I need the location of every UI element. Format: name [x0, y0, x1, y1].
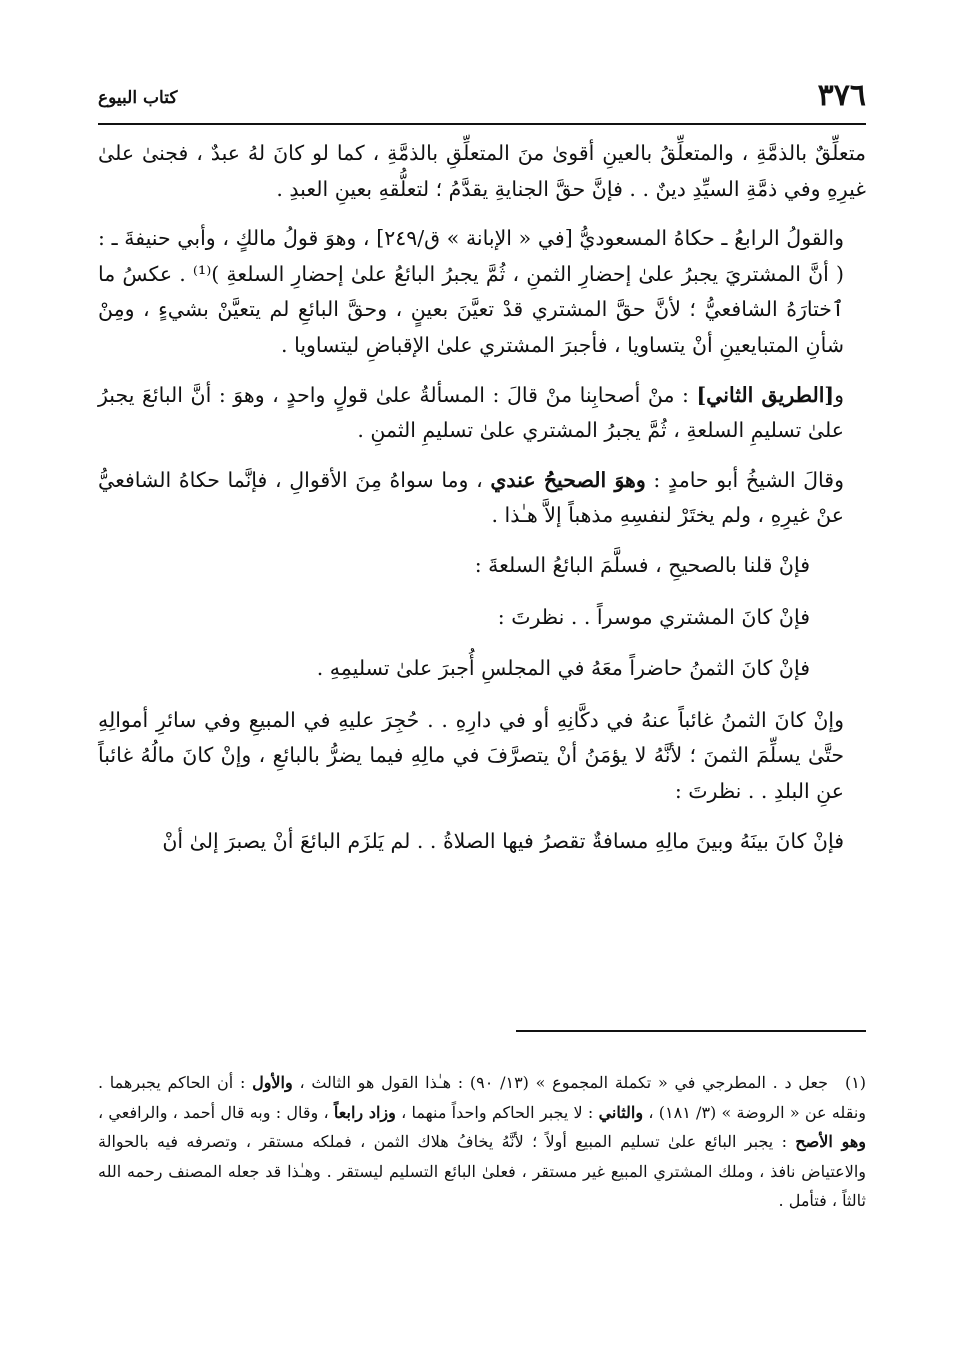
footnotes	[98, 1068, 866, 1216]
page-number: ٣٧٦	[817, 78, 866, 113]
paragraph-3-prefix: و	[834, 382, 845, 407]
main-text	[98, 136, 866, 873]
page-header	[98, 78, 866, 120]
paragraph-9: فإنْ كانَ بينَهُ وبينَ مالِهِ مسافةٌ تقصرُ فيها الصلاةُ . . لم يَلزَم البائعَ أنْ يصبرَ إلىٰ أنْ	[162, 828, 844, 853]
footnote-1: (١)جعل د . المطرجي في « تكملة المجموع » (١٣/ ٩٠) : هـٰذا القول هو الثالث ، والأول : أن الحاكم يجبرهما . ونقله عن « الروضة » (٣/ ١٨١) ، والثاني : لا يجبر الحاكم واحداً منهما ، وزاد رابعاً ، وقال : وبه قال أحمد ، والرافعي ، وهو الأصح : يجبر البائع علىٰ تسليم المبيع أولاً ؛ لأنَّهُ يخافُ هلاك الثمن ، فملكه مستقر ، وتصرفه فيه بالحوالة والاعتياض نافذ ، وملك المشتري المبيع غير مستقر ، فعلىٰ البائع التسليم ليستقر . وهـٰذا قد جعله المصنف رحمه الله ثالثاً ، فتأمل .	[98, 1068, 866, 1216]
paragraph-7: فإنْ كانَ الثمنُ حاضراً معَهُ في المجلسِ أُجبرَ علىٰ تسليمِهِ .	[316, 656, 810, 681]
paragraph-3	[98, 378, 866, 449]
paragraph-8: وإنْ كانَ الثمنُ غائباً عنهُ في دكَّانِهِ أو في دارِهِ . . حُجِرَ عليهِ في المبيعِ وفي سائرِ أموالِهِ حتَّىٰ يسلِّمَ الثمنَ ؛ لأنَّهُ لا يؤمَنُ أنْ يتصرَّفَ في مالِهِ فيما يضرُّ بالبائعِ ، وإنْ كانَ مالُهُ غائباً عنِ البلدِ . . نظرتَ :	[98, 707, 844, 803]
paragraph-3-rest: : منْ أصحابِنا منْ قالَ : المسألةُ علىٰ قولٍ واحدٍ ، وهوَ : أنَّ البائعَ يجبرُ علىٰ تسليمِ السلعةِ ، ثُمَّ يجبرُ المشتري علىٰ تسليمِ الثمنِ .	[98, 382, 844, 443]
emphasis-correct-view: وهوَ الصحيحُ عندي	[490, 467, 646, 492]
header-rule	[98, 123, 866, 125]
paragraph-4-prefix: وقالَ الشيخُ أبو حامدٍ :	[645, 467, 844, 492]
paragraph-1: متعلِّقٌ بالذمَّةِ ، والمتعلِّقُ بالعينِ أقوىٰ منَ المتعلِّقِ بالذمَّةِ ، كما لو كانَ لهُ عبدٌ ، فجنىٰ علىٰ غيرِهِ وفي ذمَّةِ السيِّدِ دينٌ . . فإنَّ حقَّ الجنايةِ يقدَّمُ ؛ لتعلُّقهِ بعينِ العبدِ .	[98, 141, 866, 201]
paragraph-6: فإنْ كانَ المشتري موسراً . . نظرتَ :	[497, 604, 810, 629]
footnote-marker: (١)	[844, 1073, 867, 1092]
footnote-separator	[516, 1030, 866, 1032]
paragraph-4	[98, 463, 866, 534]
paragraph-2: والقولُ الرابعُ ـ حكاهُ المسعوديُّ [في « الإبانة » ق/٢٤٩] ، وهوَ قولُ مالكٍ ، وأبي حنيفةَ ـ : ( أنَّ المشتريَ يجبرُ علىٰ إحضارِ الثمنِ ، ثُمَّ يجبرُ البائعُ علىٰ إحضارِ السلعةِ )⁽¹⁾ . عكسُ ما ٱختارَهُ الشافعيُّ ؛ لأنَّ حقَّ المشتري قدْ تعيَّنَ بعينٍ ، وحقَّ البائعِ لم يتعيَّنْ بشيءٍ ، ومِنْ شأنِ المتبايعينِ أنْ يتساويا ، فأجبرَ المشتري علىٰ الإقباضِ ليتساويا .	[98, 226, 845, 357]
paragraph-4-rest: ، وما سواهُ مِنَ الأقوالِ ، فإنَّما حكاهُ الشافعيُّ عنْ غيرِهِ ، ولم يختَرْ لنفسِهِ مذهباً إلاَّ هـٰذا .	[98, 467, 844, 528]
paragraph-5: فإنْ قلنا بالصحيحِ ، فسلَّمَ البائعُ السلعةَ :	[474, 552, 810, 577]
running-title: كتاب البيوع	[98, 88, 178, 108]
section-heading-second-path: [الطريق الثاني]	[696, 382, 835, 407]
